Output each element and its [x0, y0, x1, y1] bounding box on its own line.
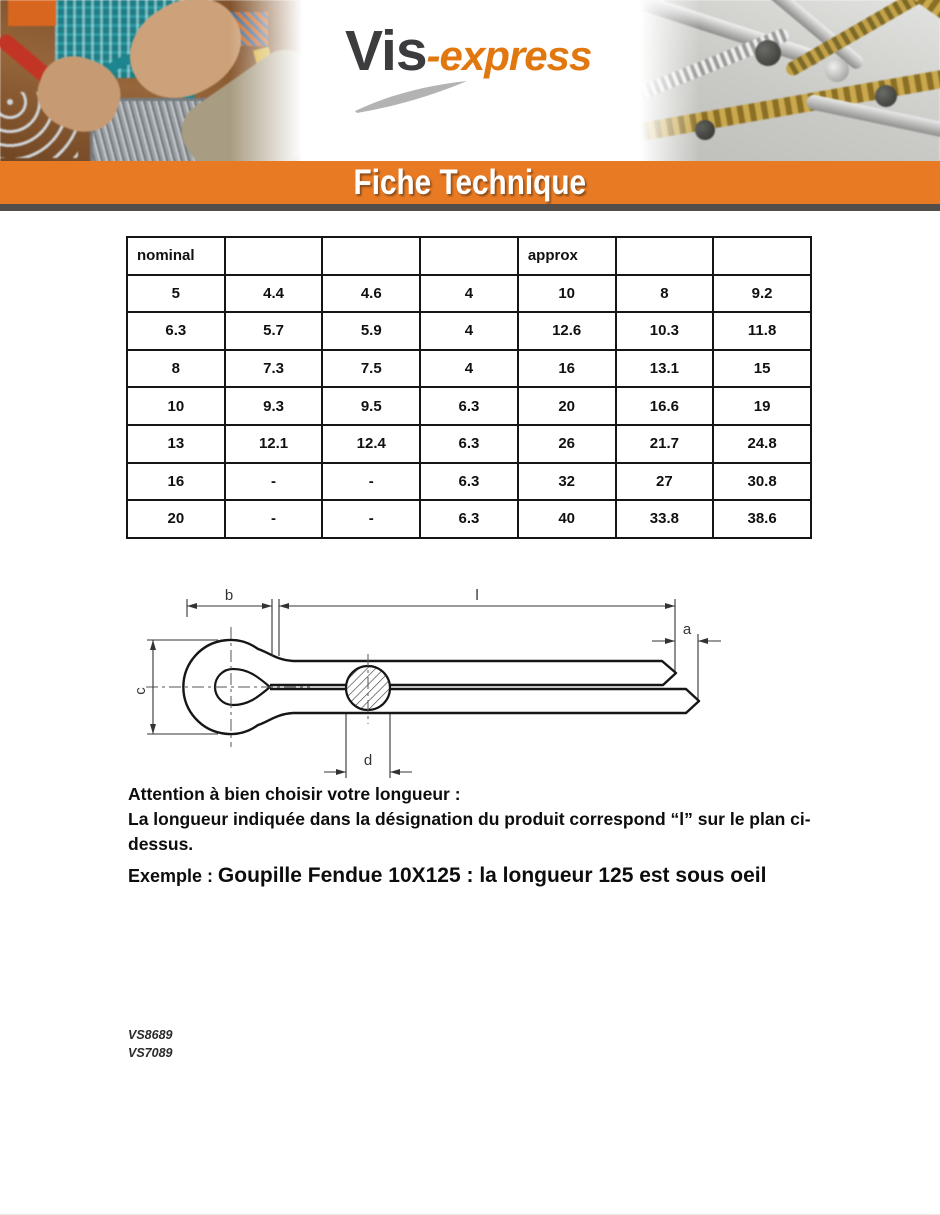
table-cell: 4 [420, 312, 518, 350]
dimension-labels [132, 587, 692, 769]
table-cell: 27 [616, 463, 714, 501]
dimensions-table [126, 236, 812, 539]
table-cell: 20 [518, 387, 616, 425]
photo-detail [755, 40, 781, 66]
dim-label-l: l [475, 587, 479, 604]
table-cell: 33.8 [616, 500, 714, 538]
table-cell: 24.8 [713, 425, 811, 463]
table-cell: 32 [518, 463, 616, 501]
table-cell: 15 [713, 350, 811, 388]
table-cell: 30.8 [713, 463, 811, 501]
note-attention: Attention à bien choisir votre longueur : [128, 784, 461, 804]
table-cell: 21.7 [616, 425, 714, 463]
ref-code: VS8689 [128, 1028, 173, 1042]
photo-detail [875, 85, 897, 107]
dim-label-a: a [682, 621, 692, 638]
table-cell: 26 [518, 425, 616, 463]
workbench-photo [0, 0, 315, 163]
table-cell: 13 [127, 425, 225, 463]
photo-detail [825, 58, 849, 82]
table-cell: 8 [127, 350, 225, 388]
table-header-cell [225, 237, 323, 275]
header [0, 0, 940, 163]
table-cell: 12.6 [518, 312, 616, 350]
table-cell: 7.5 [322, 350, 420, 388]
table-row [127, 425, 811, 463]
note-exemple-label: Exemple : [128, 866, 214, 886]
table-cell: 20 [127, 500, 225, 538]
dim-label-b: b [224, 587, 234, 604]
photo-fade [625, 0, 700, 163]
table-cell: 5.9 [322, 312, 420, 350]
table-cell: 6.3 [420, 463, 518, 501]
table-cell: - [225, 500, 323, 538]
table-cell: 16.6 [616, 387, 714, 425]
table-row [127, 387, 811, 425]
table-cell: 4 [420, 275, 518, 313]
table-header-cell [420, 237, 518, 275]
banner [0, 161, 940, 204]
table-cell: - [322, 500, 420, 538]
table-cell: 5.7 [225, 312, 323, 350]
table-cell: 6.3 [420, 425, 518, 463]
notes-block [128, 782, 842, 890]
table-cell: 40 [518, 500, 616, 538]
table-cell: 4 [420, 350, 518, 388]
logo-text [345, 18, 605, 84]
table-cell: 5 [127, 275, 225, 313]
table-row [127, 275, 811, 313]
table-cell: 4.4 [225, 275, 323, 313]
table-cell: 16 [518, 350, 616, 388]
table-cell: 6.3 [420, 500, 518, 538]
table-cell: 12.4 [322, 425, 420, 463]
note-exemple-text: Goupille Fendue 10X125 : la longueur 125 est sous oeil [217, 864, 767, 887]
logo-vis-text: Vis [345, 19, 427, 83]
dim-label-d: d [363, 752, 373, 769]
table-cell: 8 [616, 275, 714, 313]
pin-outline [183, 640, 699, 734]
table-cell: - [225, 463, 323, 501]
table-cell: 4.6 [322, 275, 420, 313]
table-cell: 19 [713, 387, 811, 425]
logo-swoosh-icon [351, 79, 471, 115]
reference-codes [128, 1026, 172, 1062]
screws-photo [625, 0, 940, 163]
table-row [127, 500, 811, 538]
page-title: Fiche Technique [353, 162, 587, 202]
photo-detail [8, 0, 56, 26]
table-header-cell [713, 237, 811, 275]
table-header-cell: approx [518, 237, 616, 275]
table-cell: 9.3 [225, 387, 323, 425]
table-cell: 9.2 [713, 275, 811, 313]
table-cell: 10 [518, 275, 616, 313]
table-cell: 6.3 [420, 387, 518, 425]
ref-code: VS7089 [128, 1046, 173, 1060]
table-cell: 13.1 [616, 350, 714, 388]
table-row [127, 463, 811, 501]
centerlines [146, 627, 368, 747]
cotter-pin-diagram [0, 560, 940, 800]
table-header-cell [616, 237, 714, 275]
table-cell: 6.3 [127, 312, 225, 350]
dim-label-c: c [132, 687, 149, 695]
table-cell: 10 [127, 387, 225, 425]
table-header-cell [322, 237, 420, 275]
table-cell: 10.3 [616, 312, 714, 350]
note-longueur: La longueur indiquée dans la désignation du produit correspond “l” sur le plan ci-dessus. [128, 809, 811, 854]
table-cell: 38.6 [713, 500, 811, 538]
banner-underline [0, 204, 940, 211]
table-header-row [127, 237, 811, 275]
photo-detail [805, 94, 940, 142]
table-cell: 7.3 [225, 350, 323, 388]
table-row [127, 350, 811, 388]
vis-express-logo [345, 18, 605, 128]
table-cell: 11.8 [713, 312, 811, 350]
table-header-cell: nominal [127, 237, 225, 275]
note-exemple [128, 862, 842, 890]
table-cell: - [322, 463, 420, 501]
logo-express-text: -express [426, 32, 592, 79]
table-row [127, 312, 811, 350]
table-cell: 12.1 [225, 425, 323, 463]
table-cell: 16 [127, 463, 225, 501]
table-cell: 9.5 [322, 387, 420, 425]
photo-fade [230, 0, 315, 163]
